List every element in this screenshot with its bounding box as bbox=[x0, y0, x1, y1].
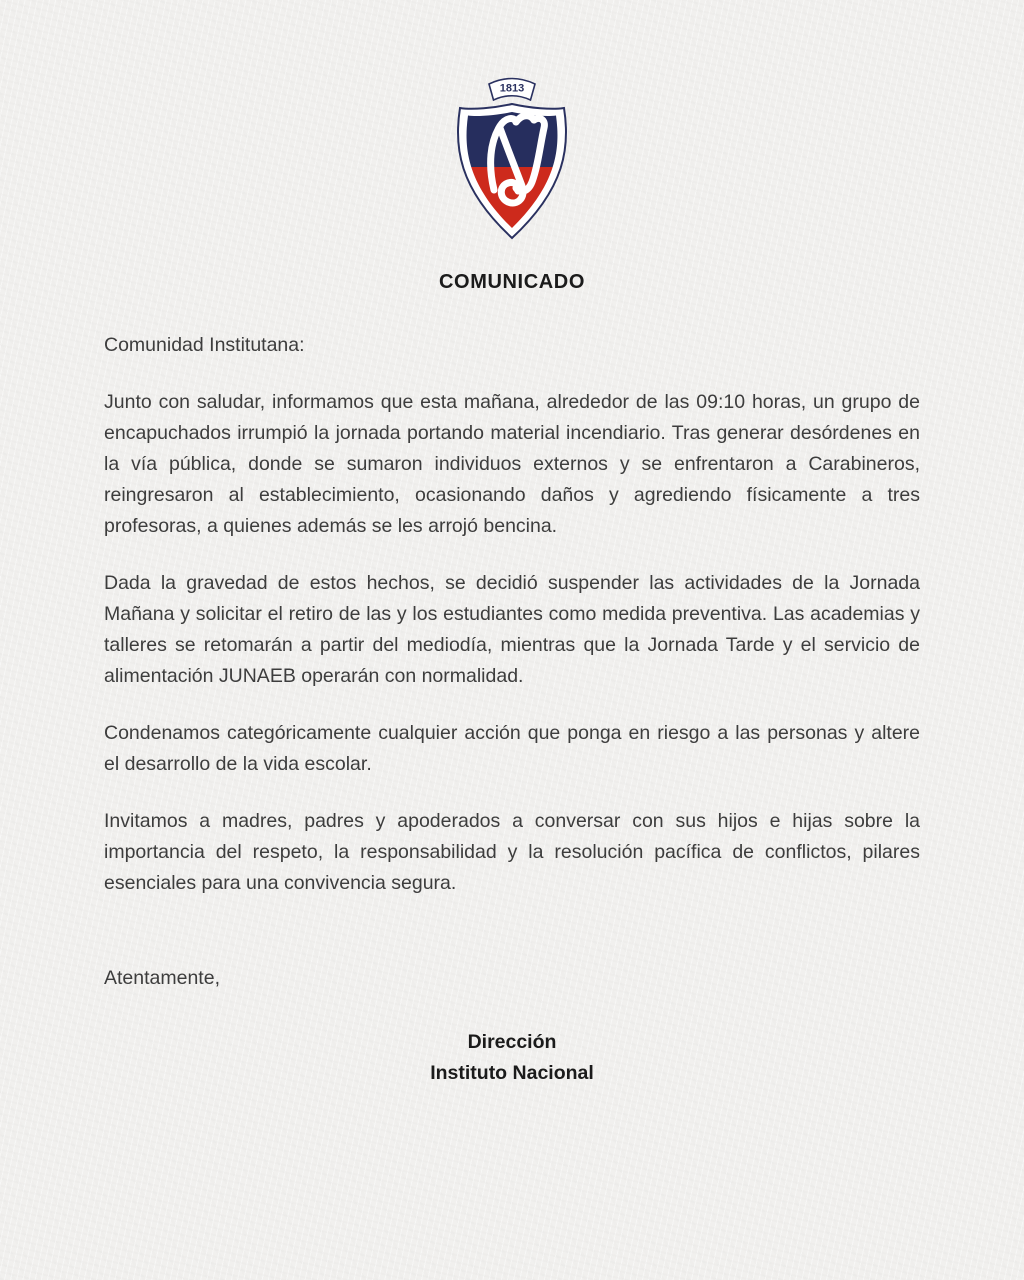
crest-banner bbox=[489, 79, 535, 101]
paragraph-incident: Junto con saludar, informamos que esta mañana, alrededor de las 09:10 horas, un grupo de encapuchados irrumpió la jornada portando material incendiario. Tras generar desórdenes en la vía pública, donde se sumaron individuos externos y se enfrentaron a Carabineros, reingresaron al establecimiento, ocasionando daños y agrediendo físicamente a tres profesoras, a quienes además se les arrojó bencina. bbox=[104, 391, 920, 537]
signature-block bbox=[104, 1027, 920, 1089]
instituto-nacional-crest-icon bbox=[442, 70, 582, 245]
letter-body bbox=[0, 330, 1024, 1089]
crest-banner-year: 1813 bbox=[499, 82, 525, 95]
salutation: Comunidad Institutana: bbox=[104, 334, 305, 356]
signature-direccion: Dirección bbox=[467, 1031, 557, 1053]
paragraph-invitation: Invitamos a madres, padres y apoderados a conversar con sus hijos e hijas sobre la importancia del respeto, la responsabilidad y la resolución pacífica de conflictos, pilares esenciales para una convivencia segura. bbox=[104, 810, 920, 894]
closing: Atentamente, bbox=[104, 967, 220, 989]
paragraph-measures: Dada la gravedad de estos hechos, se decidió suspender las actividades de la Jornada Mañana y solicitar el retiro de las y los estudiantes como medida preventiva. Las academias y talleres se retomarán a partir del mediodía, mientras que la Jornada Tarde y el servicio de alimentación JUNAEB operarán con normalidad. bbox=[104, 572, 920, 687]
crest-container bbox=[0, 0, 1024, 245]
page-title: COMUNICADO bbox=[439, 271, 585, 293]
paragraph-condemnation: Condenamos categóricamente cualquier acción que ponga en riesgo a las personas y altere el desarrollo de la vida escolar. bbox=[104, 722, 920, 775]
signature-instituto-nacional: Instituto Nacional bbox=[430, 1062, 594, 1084]
